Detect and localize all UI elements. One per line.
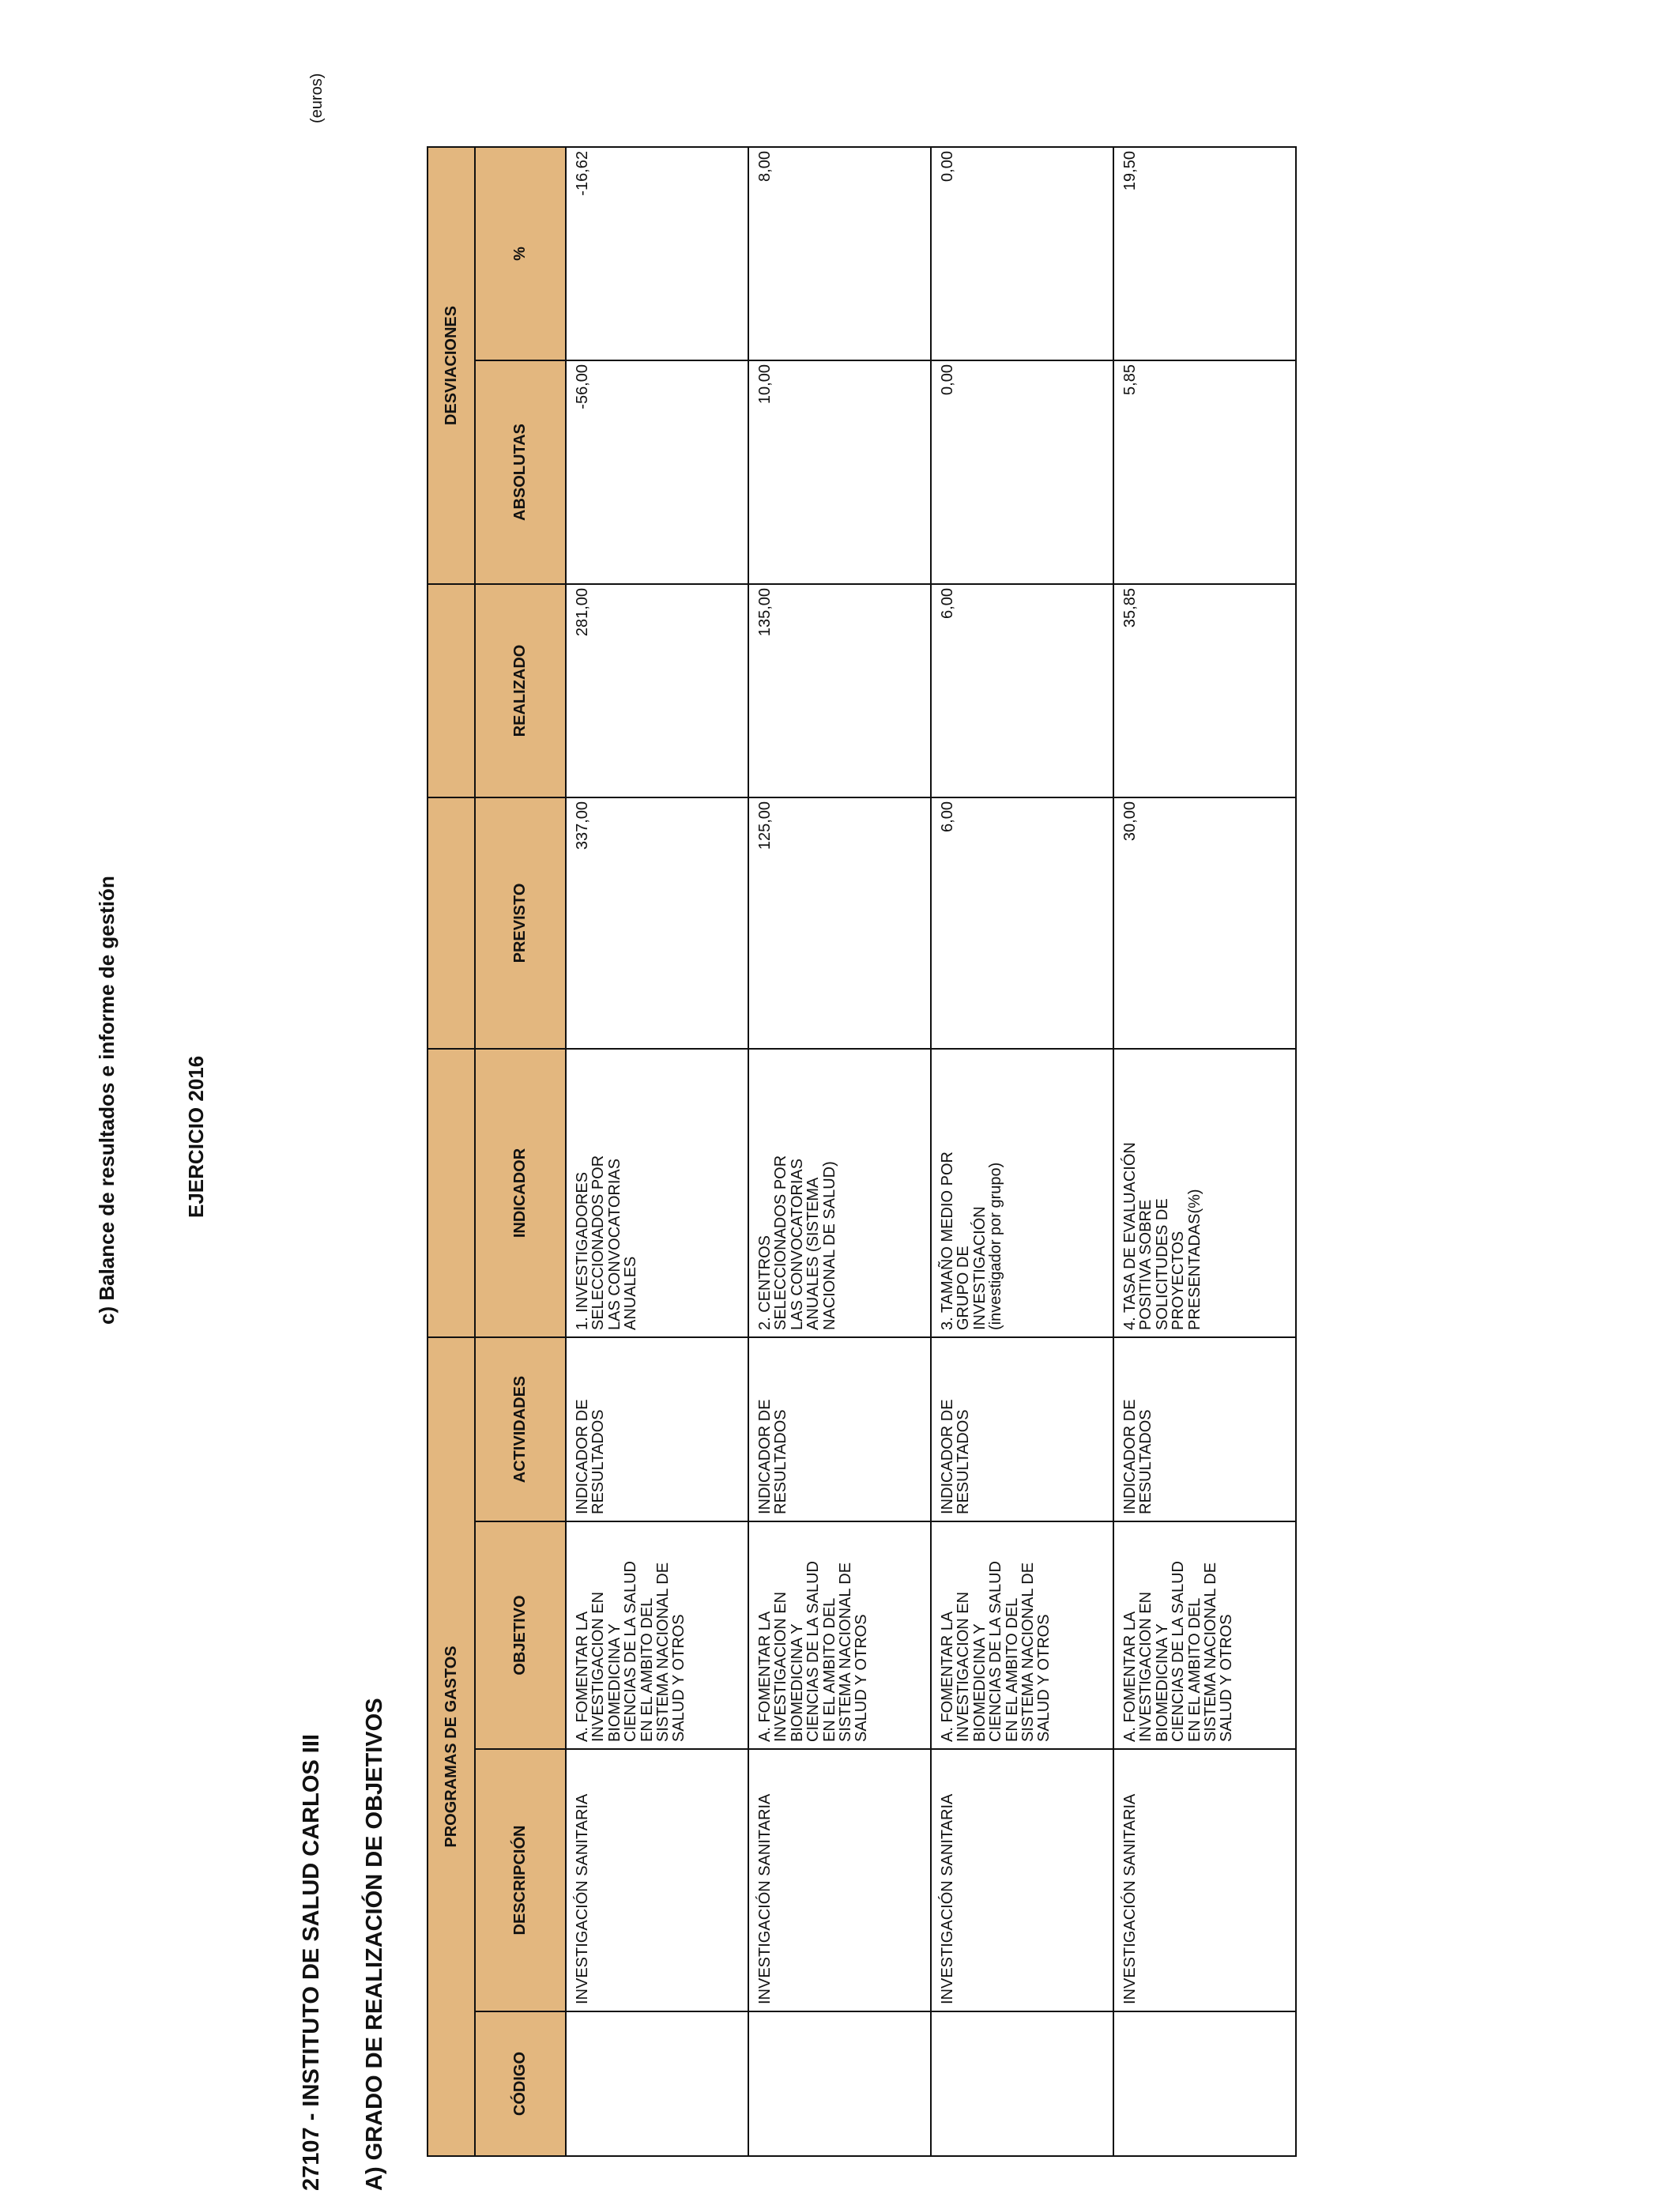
cell-previsto: 30,00 bbox=[1113, 797, 1296, 1049]
cell-descripcion: INVESTIGACIÓN SANITARIA bbox=[748, 1749, 931, 2011]
cell-absolutas: 0,00 bbox=[931, 360, 1113, 584]
col-descripcion: DESCRIPCIÓN bbox=[475, 1749, 566, 2011]
col-codigo: CÓDIGO bbox=[475, 2011, 566, 2156]
cell-previsto: 337,00 bbox=[566, 797, 748, 1049]
column-header-row bbox=[475, 147, 566, 2156]
cell-previsto: 125,00 bbox=[748, 797, 931, 1049]
entity-title: 27107 - INSTITUTO DE SALUD CARLOS III bbox=[299, 1734, 324, 2191]
cell-absolutas: -56,00 bbox=[566, 360, 748, 584]
cell-realizado: 35,85 bbox=[1113, 584, 1296, 797]
cell-descripcion: INVESTIGACIÓN SANITARIA bbox=[1113, 1749, 1296, 2011]
cell-codigo bbox=[931, 2011, 1113, 2156]
report-title: c) Balance de resultados e informe de gestión bbox=[95, 876, 119, 1325]
col-porcentaje: % bbox=[475, 147, 566, 360]
units-label: (euros) bbox=[308, 73, 326, 123]
group-header-blank bbox=[428, 584, 475, 797]
exercise-title: EJERCICIO 2016 bbox=[184, 1055, 208, 1218]
table-row bbox=[566, 147, 748, 2156]
cell-indicador: 4. TASA DE EVALUACIÓN POSITIVA SOBRE SOLICITUDES DE PROYECTOS PRESENTADAS(%) bbox=[1113, 1049, 1296, 1337]
col-objetivo: OBJETIVO bbox=[475, 1521, 566, 1749]
group-header-blank bbox=[428, 1049, 475, 1337]
programas-group-header: PROGRAMAS DE GASTOS bbox=[428, 1337, 475, 2156]
cell-absolutas: 10,00 bbox=[748, 360, 931, 584]
cell-previsto: 6,00 bbox=[931, 797, 1113, 1049]
objectives-table bbox=[427, 146, 1297, 2157]
cell-objetivo: A. FOMENTAR LA INVESTIGACION EN BIOMEDICINA Y CIENCIAS DE LA SALUD EN EL AMBITO DEL SISTEMA NACIONAL DE SALUD Y OTROS bbox=[566, 1521, 748, 1749]
cell-porcentaje: -16,62 bbox=[566, 147, 748, 360]
cell-porcentaje: 0,00 bbox=[931, 147, 1113, 360]
cell-objetivo: A. FOMENTAR LA INVESTIGACION EN BIOMEDICINA Y CIENCIAS DE LA SALUD EN EL AMBITO DEL SISTEMA NACIONAL DE SALUD Y OTROS bbox=[748, 1521, 931, 1749]
cell-actividades: INDICADOR DE RESULTADOS bbox=[566, 1337, 748, 1521]
cell-porcentaje: 8,00 bbox=[748, 147, 931, 360]
cell-indicador: 3. TAMAÑO MEDIO POR GRUPO DE INVESTIGACIÓN (investigador por grupo) bbox=[931, 1049, 1113, 1337]
cell-realizado: 6,00 bbox=[931, 584, 1113, 797]
col-realizado: REALIZADO bbox=[475, 584, 566, 797]
cell-realizado: 135,00 bbox=[748, 584, 931, 797]
cell-codigo bbox=[1113, 2011, 1296, 2156]
table-row bbox=[931, 147, 1113, 2156]
desviaciones-group-header: DESVIACIONES bbox=[428, 147, 475, 584]
group-header-blank bbox=[428, 797, 475, 1049]
cell-descripcion: INVESTIGACIÓN SANITARIA bbox=[566, 1749, 748, 2011]
group-header-row bbox=[428, 147, 475, 2156]
cell-porcentaje: 19,50 bbox=[1113, 147, 1296, 360]
cell-actividades: INDICADOR DE RESULTADOS bbox=[748, 1337, 931, 1521]
col-absolutas: ABSOLUTAS bbox=[475, 360, 566, 584]
cell-indicador: 1. INVESTIGADORES SELECCIONADOS POR LAS CONVOCATORIAS ANUALES bbox=[566, 1049, 748, 1337]
section-title: A) GRADO DE REALIZACIÓN DE OBJETIVOS bbox=[362, 1698, 387, 2191]
col-indicador: INDICADOR bbox=[475, 1049, 566, 1337]
cell-actividades: INDICADOR DE RESULTADOS bbox=[931, 1337, 1113, 1521]
cell-objetivo: A. FOMENTAR LA INVESTIGACION EN BIOMEDICINA Y CIENCIAS DE LA SALUD EN EL AMBITO DEL SISTEMA NACIONAL DE SALUD Y OTROS bbox=[1113, 1521, 1296, 1749]
cell-indicador: 2. CENTROS SELECCIONADOS POR LAS CONVOCATORIAS ANUALES (SISTEMA NACIONAL DE SALUD) bbox=[748, 1049, 931, 1337]
table-row bbox=[748, 147, 931, 2156]
cell-absolutas: 5,85 bbox=[1113, 360, 1296, 584]
col-actividades: ACTIVIDADES bbox=[475, 1337, 566, 1521]
cell-objetivo: A. FOMENTAR LA INVESTIGACION EN BIOMEDICINA Y CIENCIAS DE LA SALUD EN EL AMBITO DEL SISTEMA NACIONAL DE SALUD Y OTROS bbox=[931, 1521, 1113, 1749]
cell-realizado: 281,00 bbox=[566, 584, 748, 797]
cell-codigo bbox=[748, 2011, 931, 2156]
cell-codigo bbox=[566, 2011, 748, 2156]
col-previsto: PREVISTO bbox=[475, 797, 566, 1049]
cell-actividades: INDICADOR DE RESULTADOS bbox=[1113, 1337, 1296, 1521]
cell-descripcion: INVESTIGACIÓN SANITARIA bbox=[931, 1749, 1113, 2011]
table-row bbox=[1113, 147, 1296, 2156]
